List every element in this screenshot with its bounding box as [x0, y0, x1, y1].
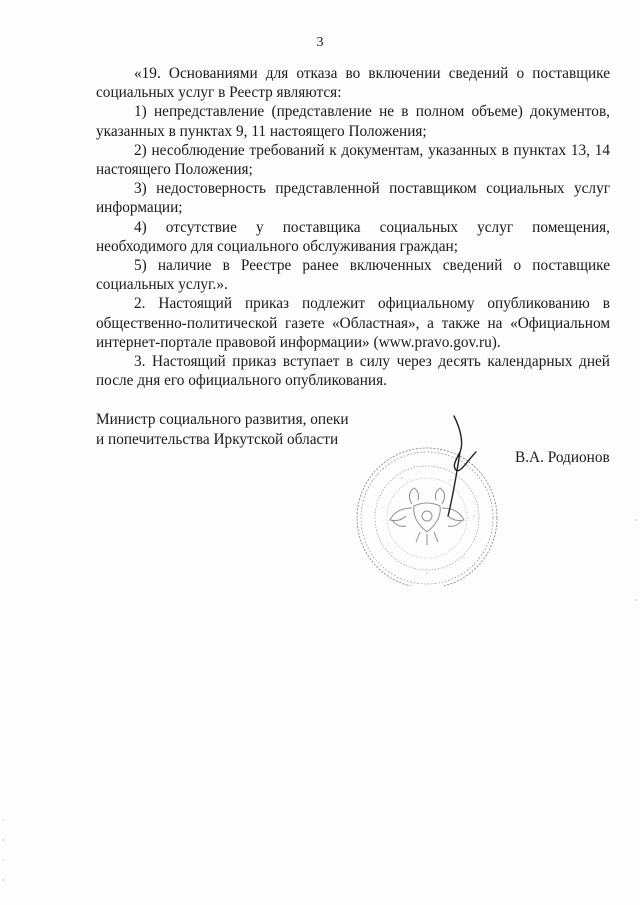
signatory-title-line-1: Министр социального развития, опеки	[96, 411, 349, 428]
official-seal-stamp	[352, 408, 502, 586]
paragraph-reason-1: 1) непредставление (представление не в полном объеме) документов, указанных в пунктах 9, 11 настоящего Положения;	[96, 103, 610, 140]
paragraph-reason-2: 2) несоблюдение требований к документам, указанных в пунктах 13, 14 настоящего Положения;	[96, 141, 610, 179]
signatory-title	[96, 410, 396, 450]
paragraph-reason-4: 4) отсутствие у поставщика социальных услуг помещения, необходимого для социального обслуживания граждан;	[96, 218, 610, 255]
paragraph-item-19: «19. Основаниями для отказа во включении сведений о поставщике социальных услуг в Реестр являются:	[96, 65, 610, 102]
paragraph-reason-5: 5) наличие в Реестре ранее включенных сведений о поставщике социальных услуг.».	[96, 257, 610, 294]
page-number: 3	[316, 35, 324, 50]
svg-text:· · · · · · · · · · · · · · ·: · · · · · · · · · · · · · · · · · · · · · · · · · · · · · · · · · · · ·	[356, 446, 499, 580]
paragraph-effective-date: 3. Настоящий приказ вступает в силу через десять календарных дней после дня его официального опубликования.	[96, 353, 610, 390]
paragraph-publication: 2. Настоящий приказ подлежит официальному опубликованию в общественно-политической газете «Областная», а также на «Официальном интернет-портале правовой информации» (www.pravo.gov.ru).	[96, 295, 610, 351]
paragraph-reason-3: 3) недостоверность представленной поставщиком социальных услуг информации;	[96, 180, 610, 217]
signatory-title-line-2: и попечительства Иркутской области	[96, 431, 339, 448]
document-body	[96, 64, 610, 390]
signatory-name: В.А. Родионов	[515, 449, 610, 466]
